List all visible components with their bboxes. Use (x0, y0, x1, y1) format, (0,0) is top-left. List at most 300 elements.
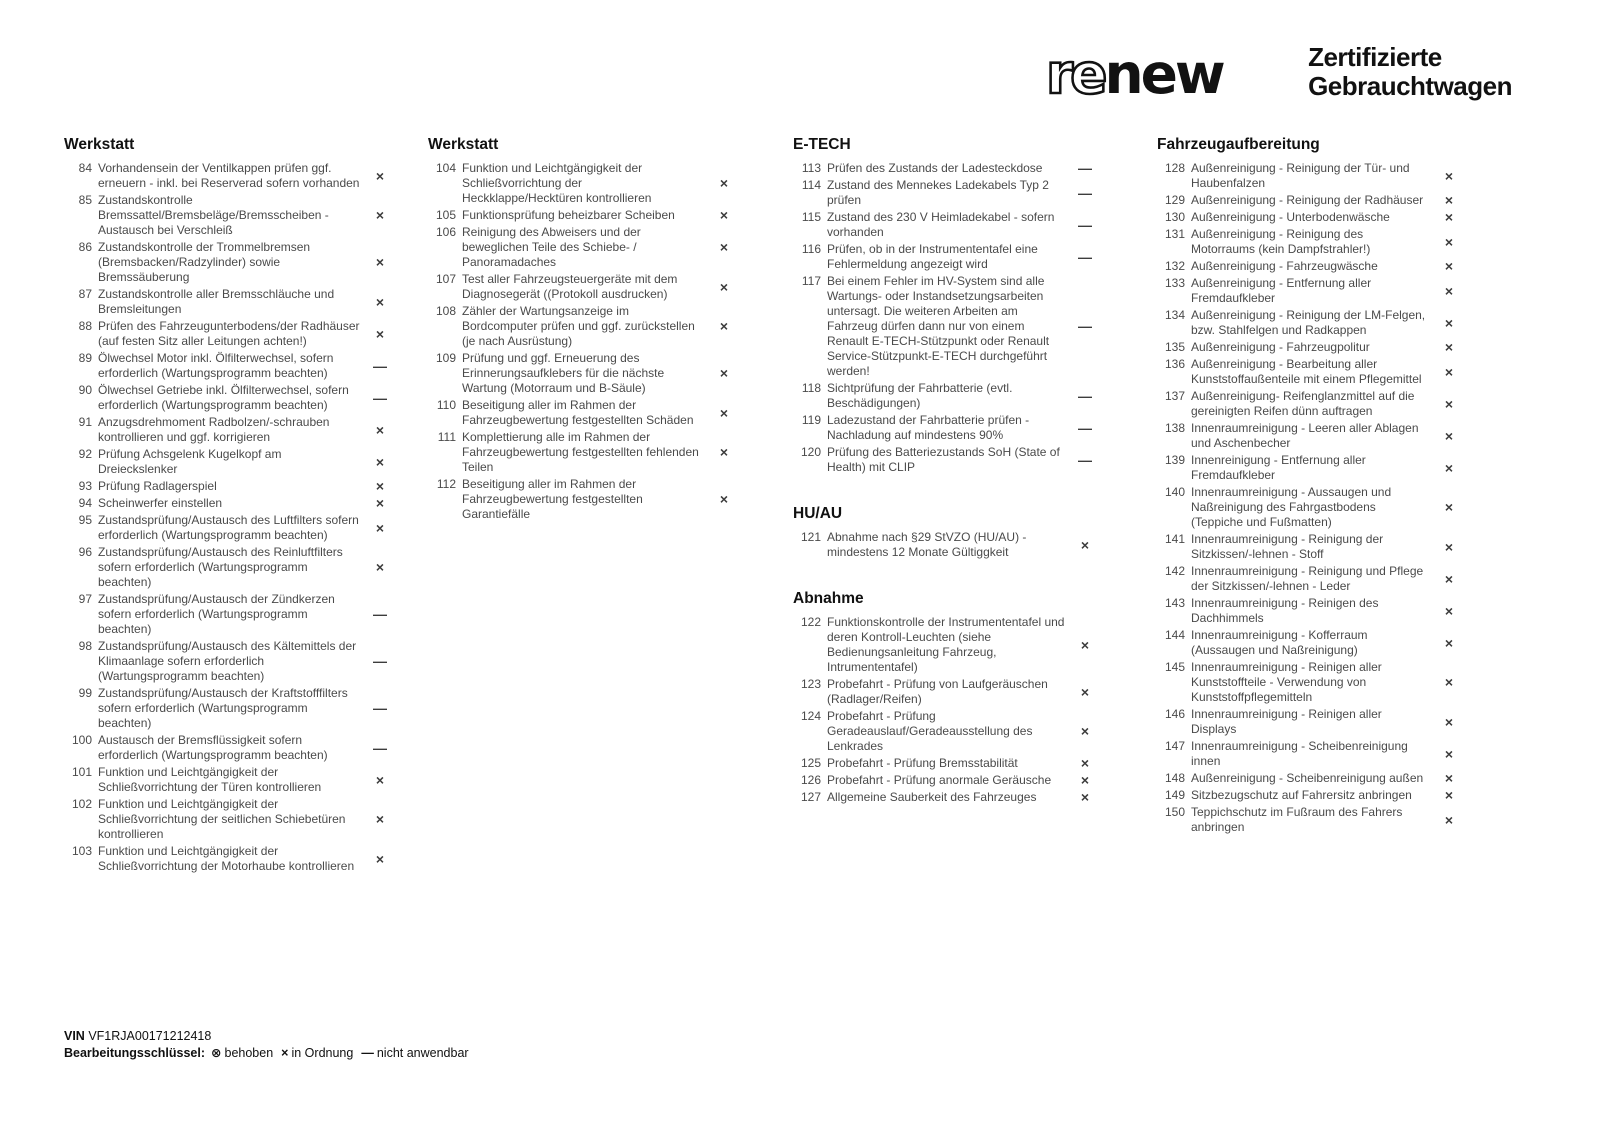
item-number: 136 (1164, 357, 1185, 371)
item-number: 93 (78, 479, 92, 493)
item-number: 86 (78, 240, 92, 254)
item-number: 143 (1164, 596, 1185, 610)
brand-solid-text: new (1104, 42, 1223, 106)
status-mark-dash-icon: — (1078, 248, 1092, 265)
item-number: 100 (71, 733, 92, 747)
item-text: Probefahrt - Prüfung von Laufgeräuschen (Radlager/Reifen) (827, 677, 1048, 706)
column-1 (64, 136, 400, 876)
item-text: Prüfung des Batteriezustands SoH (State of Health) mit CLIP (827, 445, 1060, 474)
status-mark-x-icon: × (375, 207, 385, 223)
checklist-item-98 (64, 639, 400, 684)
item-number: 133 (1164, 276, 1185, 290)
item-number: 124 (800, 709, 821, 723)
item-number: 94 (78, 496, 92, 510)
item-text: Prüfen des Fahrzeugunterbodens/der Radhäuser (auf festen Sitz aller Leitungen achten!) (98, 319, 360, 348)
status-mark-x-icon: × (375, 559, 385, 575)
status-mark-x-icon: × (375, 421, 385, 438)
svg-text:renew (1046, 42, 1224, 106)
item-text: Probefahrt - Prüfung Geradeauslauf/Geradeausstellung des Lenkrades (827, 709, 1033, 753)
item-number: 87 (78, 287, 92, 301)
item-text: Zustandskontrolle aller Bremsschläuche und Bremsleitungen (98, 287, 335, 316)
checklist-item-122 (793, 615, 1105, 675)
status-mark-x-icon: × (1080, 755, 1090, 771)
checklist-item-100 (64, 733, 400, 763)
checklist-item-101 (64, 765, 400, 795)
checklist-item-97 (64, 592, 400, 637)
item-text: Innenraumreinigung - Reinigung der Sitzkissen/-lehnen - Stoff (1191, 532, 1384, 561)
status-mark-x-icon: × (375, 519, 385, 536)
status-mark-x-icon: × (719, 239, 729, 255)
item-number: 110 (436, 398, 456, 412)
item-number: 102 (71, 797, 92, 811)
status-mark-x-icon: × (1080, 636, 1090, 653)
checklist-item-99 (64, 686, 400, 731)
status-mark-x-icon: × (1444, 745, 1454, 762)
tagline-line-1: Zertifizierte (1308, 41, 1442, 72)
item-text: Außenreinigung - Fahrzeugwäsche (1191, 259, 1378, 273)
status-mark-x-icon: × (1444, 258, 1454, 274)
checklist-item-120 (793, 445, 1105, 475)
item-text: Anzugsdrehmoment Radbolzen/-schrauben kontrollieren und ggf. korrigieren (98, 415, 330, 444)
item-number: 131 (1164, 227, 1185, 241)
checklist-item-139 (1157, 453, 1469, 483)
status-mark-x-icon: × (1444, 395, 1454, 412)
checklist-item-144 (1157, 628, 1469, 658)
item-number: 116 (801, 242, 821, 256)
status-mark-x-icon: × (1444, 538, 1454, 555)
item-number: 149 (1164, 788, 1185, 802)
item-number: 132 (1164, 259, 1185, 273)
checklist-item-109 (428, 351, 744, 396)
item-text: Komplettierung alle im Rahmen der Fahrzeugbewertung festgestellten fehlenden Teilen (462, 430, 699, 474)
status-mark-x-icon: × (719, 175, 729, 191)
item-number: 129 (1164, 193, 1185, 207)
item-number: 122 (800, 615, 821, 629)
item-text: Zustandsprüfung/Austausch der Kraftstofffilters sofern erforderlich (Wartungsprogramm beachten) (98, 686, 348, 730)
item-text: Außenreinigung - Reinigung der LM-Felgen, bzw. Stahlfelgen und Radkappen (1191, 308, 1426, 337)
checklist-item-128 (1157, 161, 1469, 191)
status-mark-dash-icon: — (1078, 318, 1092, 334)
checklist-item-141 (1157, 532, 1469, 562)
checklist-item-124 (793, 709, 1105, 754)
item-text: Außenreinigung - Unterbodenwäsche (1191, 210, 1390, 224)
item-text: Außenreinigung - Fahrzeugpolitur (1191, 340, 1370, 354)
checklist-item-87 (64, 287, 400, 317)
item-text: Sichtprüfung der Fahrbatterie (evtl. Beschädigungen) (827, 381, 1013, 410)
item-number: 127 (800, 790, 821, 804)
item-text: Funktion und Leichtgängigkeit der Schließvorrichtung der Türen kontrollieren (98, 765, 322, 794)
item-number: 125 (800, 756, 821, 770)
item-text: Zustand des 230 V Heimladekabel - sofern vorhanden (827, 210, 1055, 239)
status-mark-x-icon: × (1444, 192, 1454, 208)
item-text: Austausch der Bremsflüssigkeit sofern erforderlich (Wartungsprogramm beachten) (98, 733, 328, 762)
status-mark-x-icon: × (1444, 674, 1454, 690)
status-mark-dash-icon: — (1078, 216, 1092, 233)
checklist-item-106 (428, 225, 744, 270)
item-text: Zustandsprüfung/Austausch der Zündkerzen sofern erforderlich (Wartungsprogramm beachten) (98, 592, 335, 636)
section-title: Werkstatt (64, 136, 135, 153)
status-mark-x-icon: × (375, 293, 385, 310)
status-mark-dash-icon: — (373, 700, 387, 716)
status-mark-x-icon: × (719, 207, 729, 223)
item-text: Zustandsprüfung/Austausch des Reinluftfilters sofern erforderlich (Wartungsprogramm beachten) (98, 545, 343, 589)
status-mark-x-icon: × (719, 404, 729, 421)
checklist-item-149 (1157, 788, 1469, 803)
item-number: 96 (78, 545, 92, 559)
status-mark-x-icon: × (375, 254, 385, 270)
status-mark-x-icon: × (1444, 499, 1454, 515)
item-number: 107 (435, 272, 456, 286)
item-number: 119 (801, 413, 821, 427)
checklist-item-85 (64, 193, 400, 238)
checklist-item-105 (428, 208, 744, 223)
checklist-item-96 (64, 545, 400, 590)
status-mark-x-icon: × (1444, 427, 1454, 444)
item-number: 105 (435, 208, 456, 222)
status-mark-dash-icon: — (373, 606, 387, 622)
item-text: Vorhandensein der Ventilkappen prüfen ggf. erneuern - inkl. bei Reserverad sofern vorhanden (98, 161, 360, 190)
status-mark-x-icon: × (1444, 363, 1454, 380)
status-mark-x-icon: × (719, 444, 729, 460)
checklist-item-114 (793, 178, 1105, 208)
item-number: 90 (78, 383, 92, 397)
checklist-item-89 (64, 351, 400, 381)
checklist-item-134 (1157, 308, 1469, 338)
checklist-item-132 (1157, 259, 1469, 274)
item-text: Zustand des Mennekes Ladekabels Typ 2 prüfen (827, 178, 1049, 207)
item-number: 112 (436, 477, 456, 491)
status-mark-x-icon: × (719, 278, 729, 295)
vin-line (64, 1028, 471, 1045)
status-mark-dash-icon: — (373, 739, 387, 756)
item-number: 120 (800, 445, 821, 459)
item-text: Funktion und Leichtgängigkeit der Schließvorrichtung der seitlichen Schiebetüren kontrollieren (98, 797, 346, 841)
item-text: Innenreinigung - Entfernung aller Fremdaufkleber (1191, 453, 1366, 482)
item-number: 128 (1164, 161, 1185, 175)
item-number: 101 (71, 765, 92, 779)
item-number: 140 (1164, 485, 1185, 499)
status-mark-x-icon: × (1444, 209, 1454, 225)
item-number: 138 (1164, 421, 1185, 435)
item-text: Außenreinigung - Reinigung der Radhäuser (1191, 193, 1424, 207)
status-mark-x-icon: × (1444, 570, 1454, 587)
status-mark-x-icon: × (1444, 811, 1454, 828)
item-text: Innenraumreinigung - Reinigen aller Kunststoffteile - Verwendung von Kunststoffpflegemitteln (1191, 660, 1382, 704)
checklist-item-90 (64, 383, 400, 413)
item-number: 147 (1164, 739, 1185, 753)
item-text: Zähler der Wartungsanzeige im Bordcomputer prüfen und ggf. zurückstellen (je nach Ausrüstung) (462, 304, 695, 348)
item-text: Prüfen des Zustands der Ladesteckdose (827, 161, 1043, 175)
item-number: 98 (78, 639, 92, 653)
checklist-item-117 (793, 274, 1105, 379)
item-number: 92 (78, 447, 92, 461)
logo-tagline (1308, 43, 1512, 101)
item-text: Zustandskontrolle der Trommelbremsen (Bremsbacken/Radzylinder) sowie Bremssäuberung (98, 240, 311, 284)
status-mark-x-icon: × (1444, 233, 1454, 250)
checklist-item-91 (64, 415, 400, 445)
status-mark-x-icon: × (375, 811, 385, 827)
checklist-item-119 (793, 413, 1105, 443)
status-mark-x-icon: × (1080, 789, 1090, 805)
checklist-item-123 (793, 677, 1105, 707)
item-number: 126 (800, 773, 821, 787)
section-title: Werkstatt (428, 136, 499, 153)
section-abnahme (793, 590, 1105, 805)
item-text: Innenraumreinigung - Reinigen aller Displays (1191, 707, 1382, 736)
item-text: Teppichschutz im Fußraum des Fahrers anbringen (1191, 805, 1403, 834)
section-werkstatt (64, 136, 400, 874)
item-text: Innenraumreinigung - Reinigen des Dachhimmels (1191, 596, 1379, 625)
section-e-tech (793, 136, 1105, 475)
item-text: Abnahme nach §29 StVZO (HU/AU) - mindestens 12 Monate Gültiggkeit (827, 530, 1027, 559)
column-4 (1157, 136, 1469, 837)
item-number: 114 (801, 178, 821, 192)
status-mark-x-icon: × (375, 478, 385, 494)
item-text: Allgemeine Sauberkeit des Fahrzeuges (827, 790, 1037, 804)
item-number: 137 (1164, 389, 1185, 403)
status-mark-x-icon: × (719, 365, 729, 381)
section-werkstatt (428, 136, 744, 522)
item-text: Zustandsprüfung/Austausch des Kältemittels der Klimaanlage sofern erforderlich (Wartungsprogramm beachten) (98, 639, 357, 683)
status-mark-dash-icon: — (1078, 160, 1092, 176)
item-text: Zustandskontrolle Bremssattel/Bremsbeläge/Bremsscheiben - Austausch bei Verschleiß (98, 193, 329, 237)
item-number: 97 (78, 592, 92, 606)
item-text: Probefahrt - Prüfung Bremsstabilität (827, 756, 1018, 770)
item-number: 103 (71, 844, 92, 858)
item-text: Innenraumreinigung - Reinigung und Pflege der Sitzkissen/-lehnen - Leder (1191, 564, 1424, 593)
status-mark-dash-icon: — (373, 653, 387, 669)
status-mark-dash-icon: — (373, 389, 387, 406)
item-text: Ladezustand der Fahrbatterie prüfen - Nachladung auf mindestens 90% (827, 413, 1030, 442)
checklist-item-95 (64, 513, 400, 543)
item-text: Probefahrt - Prüfung anormale Geräusche (827, 773, 1052, 787)
item-text: Ölwechsel Getriebe inkl. Ölfilterwechsel, sofern erforderlich (Wartungsprogramm beachten) (98, 383, 349, 412)
status-mark-dash-icon: — (1078, 451, 1092, 468)
section-title: E-TECH (793, 136, 851, 153)
item-text: Innenraumreinigung - Leeren aller Ablagen und Aschenbecher (1191, 421, 1419, 450)
checklist-item-142 (1157, 564, 1469, 594)
status-mark-x-icon: × (1444, 770, 1454, 786)
item-number: 139 (1164, 453, 1185, 467)
renew-brand-icon (1046, 36, 1298, 108)
item-number: 91 (78, 415, 92, 429)
checklist-item-146 (1157, 707, 1469, 737)
checklist-item-86 (64, 240, 400, 285)
item-number: 118 (801, 381, 821, 395)
item-number: 123 (800, 677, 821, 691)
checklist-item-102 (64, 797, 400, 842)
item-text: Außenreinigung - Reinigung der Tür- und Haubenfalzen (1191, 161, 1410, 190)
status-mark-dash-icon: — (373, 357, 387, 374)
section-title: Fahrzeugaufbereitung (1157, 136, 1320, 153)
item-text: Test aller Fahrzeugsteuergeräte mit dem Diagnosegerät ((Protokoll ausdrucken) (462, 272, 678, 301)
status-mark-x-icon: × (1444, 339, 1454, 355)
item-text: Sitzbezugschutz auf Fahrersitz anbringen (1191, 788, 1412, 802)
status-mark-x-icon: × (1444, 634, 1454, 651)
vin-label: VIN (64, 1029, 85, 1043)
item-number: 145 (1164, 660, 1185, 674)
item-text: Zustandsprüfung/Austausch des Luftfilters sofern erforderlich (Wartungsprogramm beachten) (98, 513, 359, 542)
checklist-item-84 (64, 161, 400, 191)
item-text: Außenreinigung- Reifenglanzmittel auf die gereinigten Reifen dünn auftragen (1191, 389, 1415, 418)
item-text: Innenraumreinigung - Aussaugen und Naßreinigung des Fahrgastbodens (Teppiche und Fußmatten) (1191, 485, 1392, 529)
item-text: Funktionsprüfung beheizbarer Scheiben (462, 208, 675, 222)
item-number: 135 (1164, 340, 1185, 354)
checklist-item-121 (793, 530, 1105, 560)
item-number: 113 (801, 161, 821, 175)
checklist-item-116 (793, 242, 1105, 272)
status-mark-x-icon: × (1444, 314, 1454, 331)
tagline-line-2: Gebrauchtwagen (1308, 71, 1512, 101)
item-text: Außenreinigung - Reinigung des Motorraums (kein Dampfstrahler!) (1191, 227, 1371, 256)
item-text: Scheinwerfer einstellen (98, 496, 223, 510)
circled-x-icon: ⊗ (211, 1046, 222, 1060)
item-text: Prüfung Achsgelenk Kugelkopf am Dreieckslenker (98, 447, 282, 476)
item-text: Außenreinigung - Entfernung aller Fremdaufkleber (1191, 276, 1372, 305)
status-mark-x-icon: × (1444, 713, 1454, 730)
checklist-item-147 (1157, 739, 1469, 769)
checklist-item-94 (64, 496, 400, 511)
checklist-item-143 (1157, 596, 1469, 626)
item-text: Funktionskontrolle der Instrumententafel und deren Kontroll-Leuchten (siehe Bedienungsanleitung Fahrzeug, Intrumententafel) (827, 615, 1065, 674)
checklist-item-88 (64, 319, 400, 349)
item-text: Bei einem Fehler im HV-System sind alle Wartungs- oder Instandsetzungsarbeiten untersagt. Die weiteren Arbeiten am Fahrzeug dürfen dann nur von einem Renault E-TECH-Stützpunkt oder Renault Service-Stützpunkt-E-TECH durchgeführt werden! (827, 274, 1050, 378)
item-number: 85 (78, 193, 92, 207)
item-text: Prüfung und ggf. Erneuerung des Erinnerungsaufklebers für die nächste Wartung (Motorraum und B-Säule) (462, 351, 665, 395)
status-mark-x-icon: × (375, 325, 385, 342)
item-number: 88 (78, 319, 92, 333)
page-footer (64, 1028, 471, 1062)
item-text: Beseitigung aller im Rahmen der Fahrzeugbewertung festgestellten Garantiefälle (462, 477, 643, 521)
item-number: 130 (1164, 210, 1185, 224)
status-mark-x-icon: × (719, 318, 729, 334)
status-mark-x-icon: × (1444, 787, 1454, 803)
legend-line (64, 1045, 471, 1062)
section-title: Abnahme (793, 590, 864, 607)
item-text: Funktion und Leichtgängigkeit der Schließvorrichtung der Heckklappe/Hecktüren kontrollieren (462, 161, 652, 205)
checklist-item-127 (793, 790, 1105, 805)
checklist-item-133 (1157, 276, 1469, 306)
item-number: 134 (1164, 308, 1185, 322)
item-text: Innenraumreinigung - Scheibenreinigung innen (1191, 739, 1408, 768)
checklist-item-150 (1157, 805, 1469, 835)
section-hu-au (793, 505, 1105, 560)
legend-item-in-ordnung: × in Ordnung (281, 1046, 354, 1060)
status-mark-x-icon: × (1444, 167, 1454, 184)
checklist-item-111 (428, 430, 744, 475)
item-number: 117 (801, 274, 821, 288)
checklist-item-136 (1157, 357, 1469, 387)
item-number: 84 (78, 161, 92, 175)
checklist-item-104 (428, 161, 744, 206)
checklist-item-112 (428, 477, 744, 522)
section-fahrzeugaufbereitung (1157, 136, 1469, 835)
legend-item-behoben: ⊗ behoben (211, 1046, 274, 1060)
x-mark-icon: × (281, 1046, 289, 1060)
checklist-item-110 (428, 398, 744, 428)
item-number: 89 (78, 351, 92, 365)
checklist-item-130 (1157, 210, 1469, 225)
status-mark-x-icon: × (375, 771, 385, 788)
checklist-item-93 (64, 479, 400, 494)
item-text: Prüfung Radlagerspiel (98, 479, 217, 493)
status-mark-dash-icon: — (1078, 419, 1092, 436)
checklist-item-135 (1157, 340, 1469, 355)
item-number: 146 (1164, 707, 1185, 721)
status-mark-x-icon: × (1080, 536, 1090, 553)
status-mark-x-icon: × (375, 167, 385, 184)
checklist-item-108 (428, 304, 744, 349)
item-number: 144 (1164, 628, 1185, 642)
item-number: 106 (435, 225, 456, 239)
vin-value: VF1RJA00171212418 (88, 1029, 212, 1043)
item-number: 141 (1164, 532, 1185, 546)
item-number: 148 (1164, 771, 1185, 785)
checklist-item-138 (1157, 421, 1469, 451)
checklist-item-140 (1157, 485, 1469, 530)
item-number: 115 (801, 210, 821, 224)
item-number: 111 (437, 430, 456, 444)
checklist-item-131 (1157, 227, 1469, 257)
checklist-item-103 (64, 844, 400, 874)
item-text: Funktion und Leichtgängigkeit der Schließvorrichtung der Motorhaube kontrollieren (98, 844, 355, 873)
status-mark-x-icon: × (375, 850, 385, 867)
checklist-item-92 (64, 447, 400, 477)
checklist-item-118 (793, 381, 1105, 411)
item-number: 104 (435, 161, 456, 175)
item-number: 121 (800, 530, 821, 544)
status-mark-x-icon: × (1444, 282, 1454, 299)
item-text: Ölwechsel Motor inkl. Ölfilterwechsel, sofern erforderlich (Wartungsprogramm beachten) (98, 351, 334, 380)
item-text: Prüfen, ob in der Instrumententafel eine Fehlermeldung angezeigt wird (827, 242, 1038, 271)
item-number: 108 (435, 304, 456, 318)
legend-item-nicht-anwendbar: — nicht anwendbar (361, 1046, 469, 1060)
legend-label: Bearbeitungsschlüssel: (64, 1046, 206, 1060)
status-mark-x-icon: × (719, 491, 729, 507)
brand-outline-text: re (1046, 42, 1105, 106)
checklist-item-129 (1157, 193, 1469, 208)
status-mark-x-icon: × (1444, 602, 1454, 619)
dash-mark-icon: — (361, 1046, 374, 1060)
checklist-item-126 (793, 773, 1105, 788)
status-mark-x-icon: × (1080, 683, 1090, 700)
column-3 (793, 136, 1105, 807)
column-2 (428, 136, 744, 524)
item-text: Außenreinigung - Bearbeitung aller Kunststoffaußenteile mit einem Pflegemittel (1191, 357, 1422, 386)
item-number: 142 (1164, 564, 1185, 578)
item-number: 150 (1164, 805, 1185, 819)
status-mark-x-icon: × (1444, 459, 1454, 476)
checklist-item-145 (1157, 660, 1469, 705)
renew-logo (1046, 36, 1512, 108)
checklist-columns (64, 136, 1469, 876)
status-mark-dash-icon: — (1078, 184, 1092, 201)
checklist-item-137 (1157, 389, 1469, 419)
status-mark-dash-icon: — (1078, 387, 1092, 404)
section-title: HU/AU (793, 505, 843, 522)
item-text: Innenraumreinigung - Kofferraum (Aussaugen und Naßreinigung) (1191, 628, 1368, 657)
item-number: 95 (78, 513, 92, 527)
checklist-item-148 (1157, 771, 1469, 786)
checklist-item-125 (793, 756, 1105, 771)
status-mark-x-icon: × (375, 495, 385, 511)
item-number: 99 (78, 686, 92, 700)
checklist-item-107 (428, 272, 744, 302)
item-text: Beseitigung aller im Rahmen der Fahrzeugbewertung festgestellten Schäden (462, 398, 694, 427)
status-mark-x-icon: × (1080, 772, 1090, 788)
checklist-item-113 (793, 161, 1105, 176)
status-mark-x-icon: × (375, 453, 385, 470)
